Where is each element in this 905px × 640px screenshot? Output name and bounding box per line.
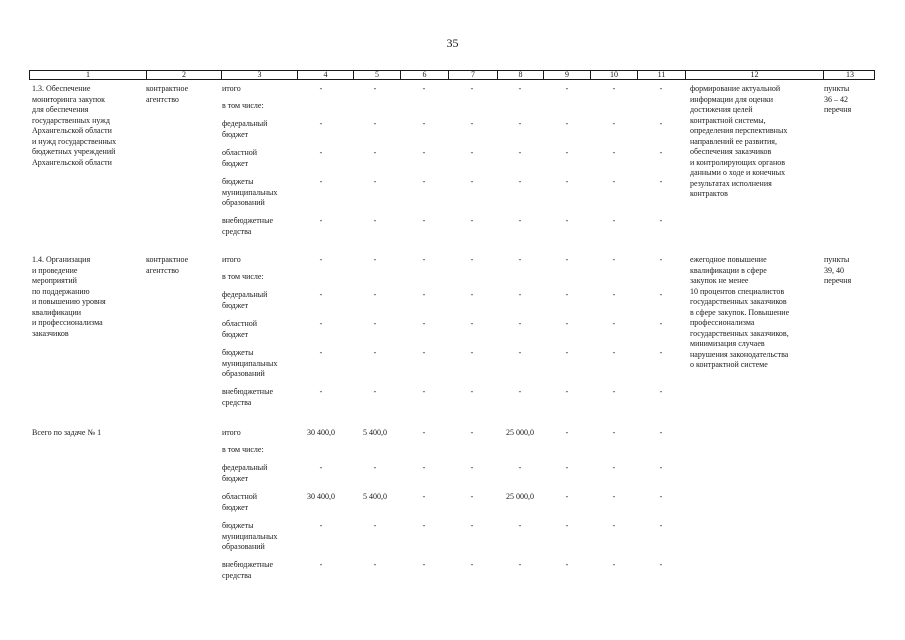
activity-name-line: государственных нужд <box>32 115 110 125</box>
funding-value: - <box>319 84 323 93</box>
funding-value: - <box>518 319 522 328</box>
activity-name-line: и повышению уровня <box>32 297 106 306</box>
funding-value: 25 000,0 <box>506 492 534 501</box>
funding-value: - <box>319 255 323 264</box>
funding-value: - <box>659 348 663 357</box>
result-line: нарушения законодательства <box>690 349 789 359</box>
executor-line: агентство <box>146 94 179 104</box>
result-line: данными о ходе и конечных <box>690 168 786 177</box>
funding-value: - <box>422 148 426 157</box>
funding-value: - <box>319 560 323 569</box>
funding-value: 30 400,0 <box>307 428 335 437</box>
activity-name-line: и профессионализма <box>32 318 103 327</box>
activity-name-line: Архангельской области <box>32 126 112 135</box>
funding-value: - <box>422 492 426 501</box>
funding-value: - <box>659 148 663 157</box>
funding-source-label: итого <box>222 84 241 93</box>
funding-value: - <box>422 387 426 396</box>
funding-value: - <box>373 348 377 357</box>
funding-value: - <box>373 521 377 530</box>
table-header-row <box>29 70 875 80</box>
result-line: квалификации в сфере <box>690 265 767 275</box>
funding-value: - <box>470 463 474 472</box>
funding-source-label: областной <box>222 492 258 501</box>
funding-value: - <box>518 290 522 299</box>
funding-value: - <box>659 492 663 501</box>
funding-value: - <box>373 255 377 264</box>
reference-line: перечня <box>824 105 852 114</box>
funding-source-label: образований <box>222 542 265 551</box>
funding-value: - <box>612 177 616 186</box>
result-line: минимизация случаев <box>690 339 765 348</box>
result-line: определения перспективных <box>690 126 788 135</box>
funding-value: - <box>659 84 663 93</box>
result-line: ежегодное повышение <box>690 255 767 264</box>
activity-name-line: Всего по задаче № 1 <box>32 428 102 437</box>
funding-value: - <box>470 255 474 264</box>
reference-line: пункты <box>824 84 850 93</box>
funding-value: - <box>659 290 663 299</box>
funding-source-label: средства <box>222 570 252 580</box>
funding-value: - <box>373 119 377 128</box>
header-col-10: 10 <box>590 71 637 79</box>
result-line: результатах исполнения <box>690 178 772 188</box>
funding-value: - <box>422 319 426 328</box>
funding-source-label: бюджет <box>222 473 249 483</box>
page-number: 35 <box>446 36 459 50</box>
funding-value: - <box>373 387 377 396</box>
funding-value: - <box>319 387 323 396</box>
funding-value: - <box>612 255 616 264</box>
funding-value: - <box>470 84 474 93</box>
reference-line: 36 – 42 <box>824 94 848 104</box>
funding-value: - <box>470 428 474 437</box>
result-line: обеспечения заказчиков <box>690 147 772 156</box>
header-col-6: 6 <box>400 71 448 79</box>
result-line: в сфере закупок. Повышение <box>690 307 790 317</box>
activity-name-line: мероприятий <box>32 276 77 285</box>
result-line: государственных заказчиков, <box>690 328 789 338</box>
funding-source-label: федеральный <box>222 290 268 299</box>
activity-name-line: Архангельской области <box>32 157 112 167</box>
funding-value: - <box>319 290 323 299</box>
result-line: государственных заказчиков <box>690 297 787 306</box>
funding-source-label: в том числе: <box>222 445 264 454</box>
funding-value: - <box>565 177 569 186</box>
funding-value: - <box>612 560 616 569</box>
funding-value: - <box>612 463 616 472</box>
funding-value: - <box>319 148 323 157</box>
funding-value: - <box>612 521 616 530</box>
funding-value: 30 400,0 <box>307 492 335 501</box>
funding-value: - <box>518 119 522 128</box>
funding-value: - <box>470 521 474 530</box>
funding-value: - <box>470 492 474 501</box>
funding-source-label: бюджет <box>222 158 249 168</box>
funding-value: - <box>518 521 522 530</box>
funding-value: - <box>565 255 569 264</box>
funding-value: - <box>373 84 377 93</box>
funding-value: - <box>659 387 663 396</box>
funding-source-label: бюджеты <box>222 177 254 186</box>
executor-line: агентство <box>146 265 179 275</box>
funding-value: - <box>612 387 616 396</box>
activity-name-line: заказчиков <box>32 328 69 338</box>
funding-value: - <box>659 255 663 264</box>
funding-value: - <box>422 255 426 264</box>
funding-source-label: муниципальных <box>222 187 278 197</box>
funding-value: 25 000,0 <box>506 428 534 437</box>
funding-value: - <box>612 290 616 299</box>
result-line: о контрактной системе <box>690 360 768 369</box>
funding-source-label: федеральный <box>222 463 268 472</box>
funding-value: - <box>319 319 323 328</box>
funding-source-label: бюджеты <box>222 348 254 357</box>
activity-name-line: квалификации <box>32 307 82 317</box>
header-col-9: 9 <box>543 71 590 79</box>
funding-value: - <box>422 290 426 299</box>
funding-value: - <box>518 148 522 157</box>
funding-value: - <box>470 387 474 396</box>
funding-value: - <box>422 216 426 225</box>
funding-value: - <box>565 84 569 93</box>
funding-source-label: бюджет <box>222 329 249 339</box>
funding-value: - <box>565 463 569 472</box>
funding-value: - <box>422 521 426 530</box>
funding-source-label: муниципальных <box>222 531 278 541</box>
executor-line: контрактное <box>146 255 189 264</box>
funding-source-label: муниципальных <box>222 358 278 368</box>
funding-value: - <box>470 216 474 225</box>
funding-value: - <box>518 348 522 357</box>
funding-value: - <box>319 463 323 472</box>
reference-line: перечня <box>824 276 852 285</box>
funding-value: - <box>565 521 569 530</box>
result-line: контрактной системы, <box>690 115 766 125</box>
funding-value: - <box>373 463 377 472</box>
funding-value: - <box>565 216 569 225</box>
funding-value: - <box>612 348 616 357</box>
funding-value: - <box>518 177 522 186</box>
funding-source-label: областной <box>222 319 258 328</box>
funding-value: - <box>565 119 569 128</box>
result-line: достижения целей <box>690 105 753 114</box>
funding-value: - <box>612 119 616 128</box>
funding-value: - <box>518 463 522 472</box>
executor-line: контрактное <box>146 84 189 93</box>
activity-name-line: и проведение <box>32 265 78 275</box>
activity-name-line: мониторинга закупок <box>32 94 106 104</box>
reference-line: 39, 40 <box>824 265 844 275</box>
result-line: закупок не менее <box>690 276 749 285</box>
result-line: 10 процентов специалистов <box>690 286 785 296</box>
funding-value: - <box>373 177 377 186</box>
funding-source-label: образований <box>222 198 265 207</box>
funding-value: - <box>659 177 663 186</box>
funding-value: - <box>612 492 616 501</box>
funding-source-label: в том числе: <box>222 272 264 281</box>
funding-value: - <box>373 560 377 569</box>
funding-value: - <box>659 216 663 225</box>
funding-value: - <box>565 387 569 396</box>
funding-value: - <box>319 348 323 357</box>
header-col-13: 13 <box>823 71 876 79</box>
funding-value: - <box>319 521 323 530</box>
funding-value: 5 400,0 <box>363 428 387 437</box>
funding-value: - <box>659 428 663 437</box>
funding-value: - <box>422 463 426 472</box>
funding-source-label: бюджет <box>222 502 249 512</box>
header-col-2: 2 <box>146 71 221 79</box>
funding-source-label: внебюджетные <box>222 387 273 396</box>
funding-source-label: средства <box>222 226 252 236</box>
funding-value: - <box>470 560 474 569</box>
header-col-5: 5 <box>353 71 400 79</box>
funding-source-label: внебюджетные <box>222 216 273 225</box>
funding-value: - <box>659 463 663 472</box>
funding-value: - <box>612 216 616 225</box>
funding-value: - <box>565 560 569 569</box>
funding-source-label: бюджеты <box>222 521 254 530</box>
activity-name-line: и нужд государственных <box>32 136 117 146</box>
funding-value: - <box>659 119 663 128</box>
result-line: направлений ее развития, <box>690 136 777 146</box>
funding-value: - <box>373 319 377 328</box>
header-col-1: 1 <box>86 70 90 79</box>
header-col-4: 4 <box>297 71 353 79</box>
funding-value: - <box>612 428 616 437</box>
result-line: и контролирующих органов <box>690 157 786 167</box>
result-line: формирование актуальной <box>690 84 781 93</box>
reference-line: пункты <box>824 255 850 264</box>
funding-value: - <box>518 84 522 93</box>
funding-value: - <box>612 84 616 93</box>
funding-value: - <box>659 319 663 328</box>
funding-value: - <box>612 319 616 328</box>
funding-value: - <box>319 216 323 225</box>
funding-value: - <box>565 148 569 157</box>
activity-name-line: по поддержанию <box>32 286 90 296</box>
funding-value: - <box>470 319 474 328</box>
funding-value: - <box>470 348 474 357</box>
funding-value: - <box>422 84 426 93</box>
funding-value: - <box>319 177 323 186</box>
funding-value: - <box>518 387 522 396</box>
funding-source-label: бюджет <box>222 129 249 139</box>
funding-value: - <box>470 119 474 128</box>
result-line: контрактов <box>690 189 728 198</box>
header-col-11: 11 <box>637 71 685 79</box>
funding-source-label: бюджет <box>222 300 249 310</box>
funding-value: - <box>518 216 522 225</box>
activity-name-line: для обеспечения <box>32 105 89 114</box>
funding-value: - <box>470 148 474 157</box>
funding-value: - <box>373 290 377 299</box>
funding-source-label: итого <box>222 255 241 264</box>
funding-value: - <box>565 428 569 437</box>
funding-value: - <box>373 216 377 225</box>
header-col-8: 8 <box>497 71 543 79</box>
funding-value: 5 400,0 <box>363 492 387 501</box>
funding-value: - <box>659 560 663 569</box>
funding-value: - <box>422 119 426 128</box>
result-line: информации для оценки <box>690 94 774 104</box>
funding-source-label: средства <box>222 397 252 407</box>
funding-value: - <box>565 319 569 328</box>
funding-value: - <box>612 148 616 157</box>
funding-source-label: внебюджетные <box>222 560 273 569</box>
activity-name-line: бюджетных учреждений <box>32 147 116 156</box>
funding-value: - <box>659 521 663 530</box>
funding-source-label: итого <box>222 428 241 437</box>
funding-value: - <box>565 492 569 501</box>
activity-name-line: 1.4. Организация <box>32 255 91 264</box>
funding-value: - <box>422 560 426 569</box>
funding-source-label: образований <box>222 369 265 378</box>
funding-value: - <box>518 560 522 569</box>
result-line: профессионализма <box>690 318 755 327</box>
funding-source-label: областной <box>222 148 258 157</box>
funding-value: - <box>470 177 474 186</box>
funding-value: - <box>319 119 323 128</box>
header-col-7: 7 <box>448 71 497 79</box>
funding-source-label: федеральный <box>222 119 268 128</box>
header-col-3: 3 <box>221 71 297 79</box>
funding-value: - <box>373 148 377 157</box>
funding-source-label: в том числе: <box>222 101 264 110</box>
funding-value: - <box>422 428 426 437</box>
activity-name-line: 1.3. Обеспечение <box>32 84 91 93</box>
funding-value: - <box>422 348 426 357</box>
header-col-12: 12 <box>685 71 823 79</box>
funding-value: - <box>470 290 474 299</box>
funding-value: - <box>422 177 426 186</box>
funding-value: - <box>518 255 522 264</box>
funding-value: - <box>565 348 569 357</box>
funding-value: - <box>565 290 569 299</box>
